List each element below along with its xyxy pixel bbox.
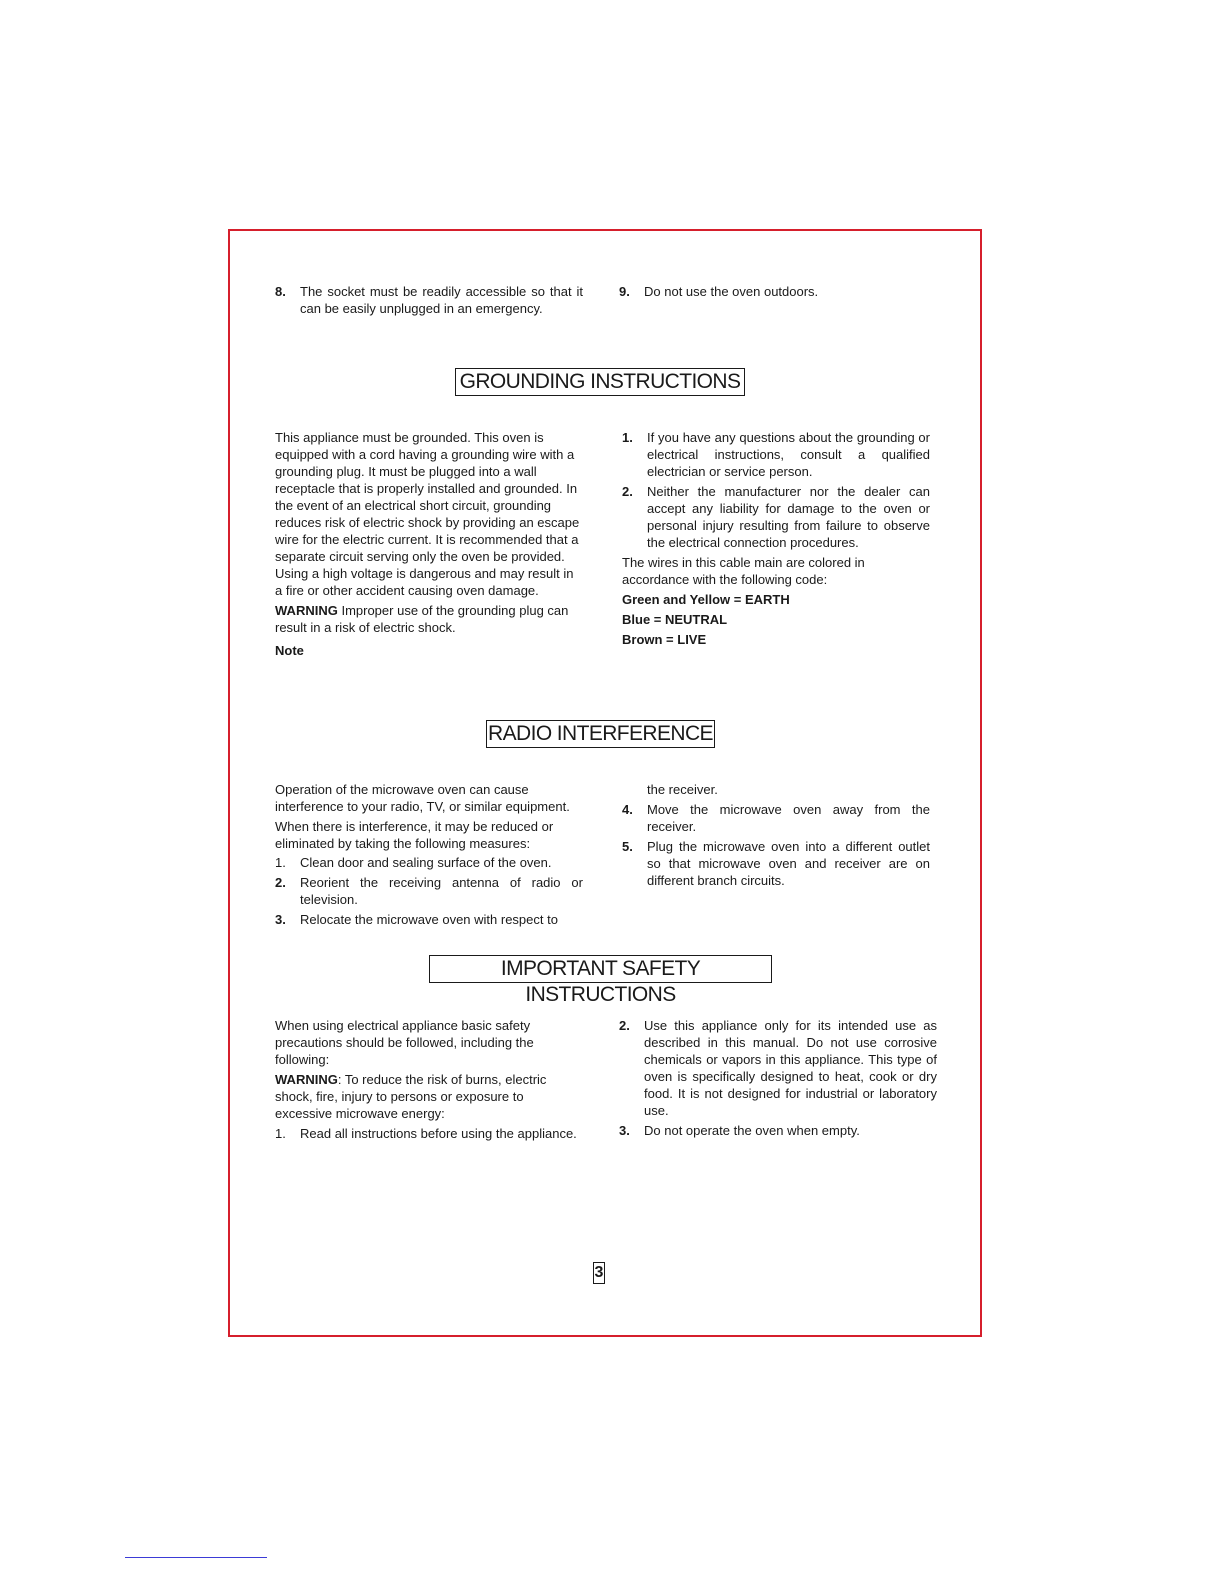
item-text: Do not operate the oven when empty.: [644, 1123, 860, 1138]
grounding-item-2: [622, 483, 930, 551]
item-text: Neither the manufacturer nor the dealer can accept any liability for damage to the oven or personal injury resulting from failure to observe the electrical connection procedures.: [647, 484, 930, 550]
warning-label: WARNING: [275, 603, 338, 618]
safety-warning: [275, 1071, 583, 1122]
item-text: Use this appliance only for its intended use as described in this manual. Do not use corrosive chemicals or vapors in this appliance. This type of oven is specifically designed to heat, cook or dry food. It is not designed for industrial or laboratory use.: [644, 1018, 937, 1118]
item-text: Plug the microwave oven into a different outlet so that microwave oven and receiver are on different branch circuits.: [647, 839, 930, 888]
item-number: 8.: [275, 284, 286, 299]
item-number: 2.: [622, 484, 633, 499]
item-9: [619, 283, 937, 300]
item-number: 2.: [275, 875, 286, 890]
warning-text: : To reduce the risk of burns, electric shock, fire, injury to persons or exposure to excessive microwave energy:: [275, 1072, 547, 1121]
item-number: 1.: [275, 855, 286, 870]
radio-heading: RADIO INTERFERENCE: [486, 720, 715, 748]
grounding-warning: [275, 602, 583, 636]
radio-right-column: [622, 781, 930, 889]
item-number: 1.: [275, 1126, 286, 1141]
radio-item-3: [275, 911, 583, 928]
radio-paragraph-1: Operation of the microwave oven can cause interference to your radio, TV, or similar equipment.: [275, 782, 570, 814]
item-text: the receiver.: [647, 782, 718, 797]
item-number: 2.: [619, 1018, 630, 1033]
safety-left-column: [275, 1017, 583, 1142]
item-text: Relocate the microwave oven with respect to: [300, 912, 558, 927]
wires-intro: The wires in this cable main are colored in accordance with the following code:: [622, 555, 865, 587]
grounding-item-1: [622, 429, 930, 480]
safety-item-1: [275, 1125, 583, 1142]
radio-item-3-continued: [622, 781, 930, 798]
safety-right-column: [619, 1017, 937, 1139]
item-text: Move the microwave oven away from the receiver.: [647, 802, 930, 834]
item-number: 4.: [622, 802, 633, 817]
item-number: 3.: [275, 912, 286, 927]
item-number: 3.: [619, 1123, 630, 1138]
grounding-paragraph: This appliance must be grounded. This oven is equipped with a cord having a grounding wire with a grounding plug. It must be plugged into a wall receptacle that is properly installed and grounded. In the event of an electrical short circuit, grounding reduces risk of electric shock by providing an escape wire for the electric current. It is recommended that a separate circuit serving only the oven be provided. Using a high voltage is dangerous and may result in a fire or other accident causing oven damage.: [275, 430, 580, 598]
wire-code-neutral: Blue = NEUTRAL: [622, 612, 728, 627]
item-number: 5.: [622, 839, 633, 854]
radio-item-1: [275, 854, 583, 871]
item-text: Do not use the oven outdoors.: [644, 284, 819, 299]
safety-heading: IMPORTANT SAFETY INSTRUCTIONS: [429, 955, 772, 983]
safety-item-2: [619, 1017, 937, 1119]
item-number: 9.: [619, 284, 630, 299]
footer-rule: [125, 1557, 267, 1558]
item-number: 1.: [622, 430, 633, 445]
wire-code-earth: Green and Yellow = EARTH: [622, 592, 790, 607]
radio-item-4: [622, 801, 930, 835]
page-number: 3: [593, 1262, 605, 1284]
note-label: Note: [275, 643, 304, 658]
safety-item-3: [619, 1122, 937, 1139]
item-text: Reorient the receiving antenna of radio or television.: [300, 875, 583, 907]
radio-item-5: [622, 838, 930, 889]
item-8: [275, 283, 583, 317]
grounding-heading: GROUNDING INSTRUCTIONS: [455, 368, 745, 396]
radio-left-column: [275, 781, 583, 928]
warning-label: WARNING: [275, 1072, 338, 1087]
wire-code-live: Brown = LIVE: [622, 632, 707, 647]
radio-item-2: [275, 874, 583, 908]
grounding-left-column: [275, 429, 583, 659]
warning-text: Improper use of the grounding plug can result in a risk of electric shock.: [275, 603, 569, 635]
item-text: The socket must be readily accessible so that it can be easily unplugged in an emergency.: [300, 284, 583, 316]
item-text: Read all instructions before using the appliance.: [300, 1126, 577, 1141]
grounding-right-column: [622, 429, 930, 648]
item-text: If you have any questions about the grounding or electrical instructions, consult a qualified electrician or service person.: [647, 430, 930, 479]
item-text: Clean door and sealing surface of the oven.: [300, 855, 552, 870]
safety-paragraph: When using electrical appliance basic safety precautions should be followed, including the following:: [275, 1018, 534, 1067]
radio-paragraph-2: When there is interference, it may be reduced or eliminated by taking the following measures:: [275, 819, 554, 851]
